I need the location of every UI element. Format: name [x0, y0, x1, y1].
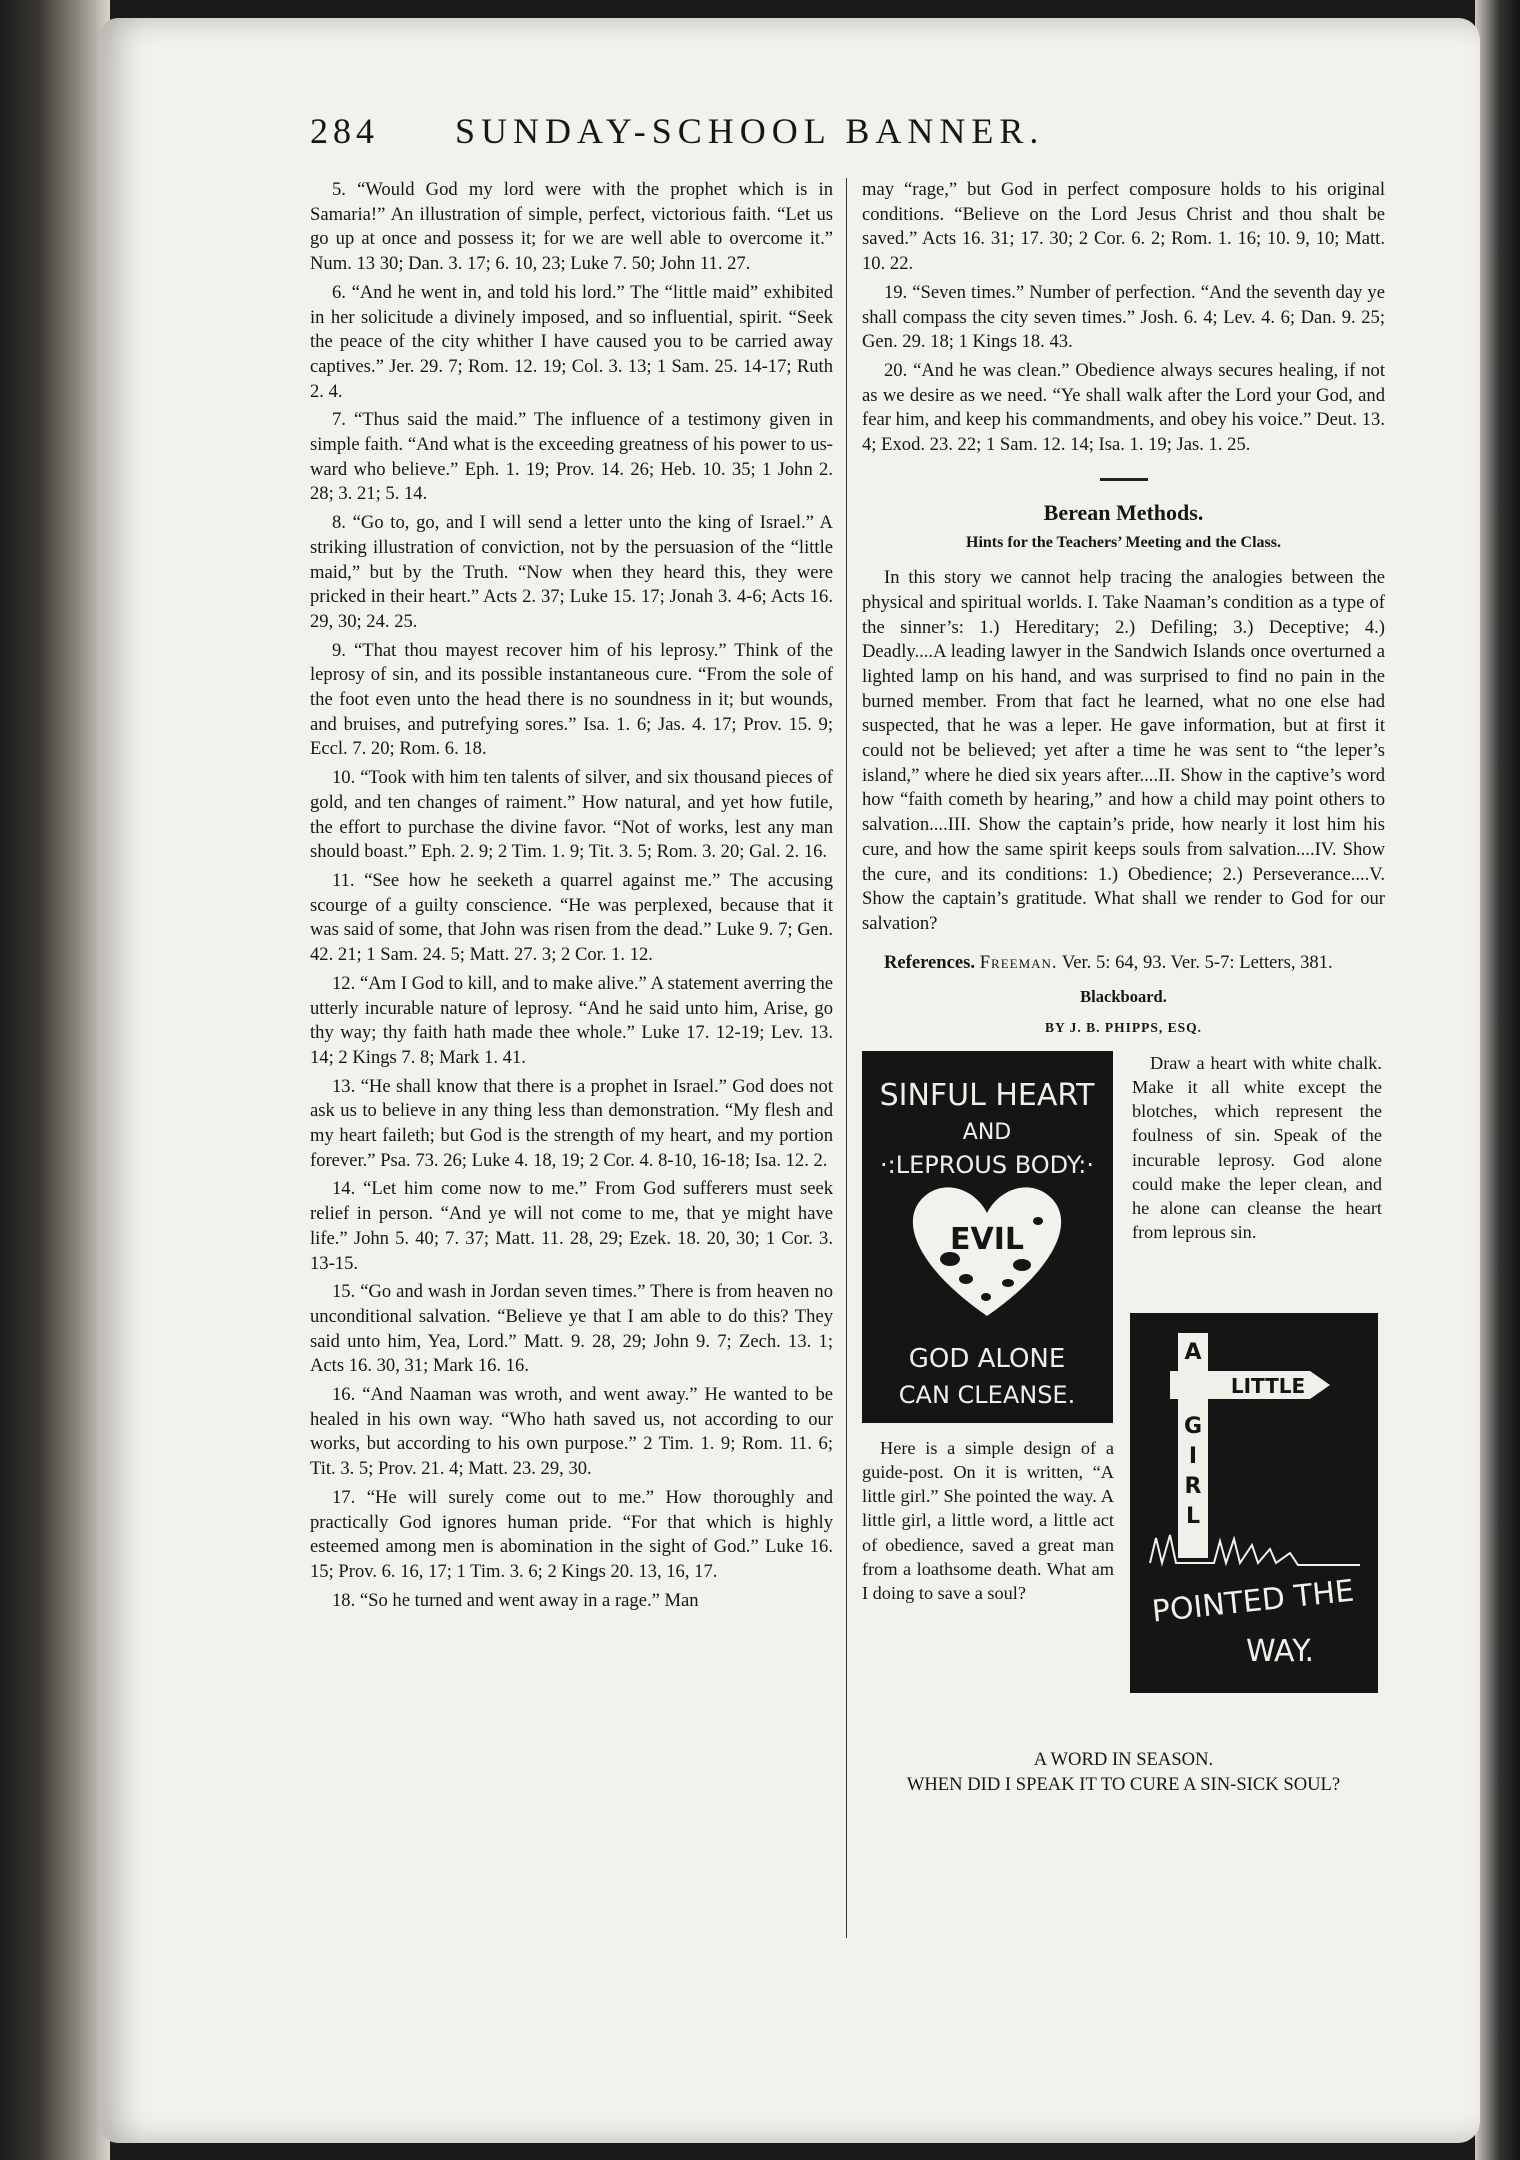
heart-illustration-svg [862, 1051, 1113, 1423]
left-paragraph-12: 12. “Am I God to kill, and to make alive.” A statement averring the utterly incurable nature of leprosy. “And he said unto him, Arise, go thy way; thy faith hath made thee whole.” Luke 17. 12-19; Lev. 13. 14; 2 Kings 7. 8; Mark 1. 41. [310, 972, 833, 1068]
illustration1-line1: SINFUL HEART [879, 1077, 1095, 1113]
left-paragraph-7: 7. “Thus said the maid.” The influence of a testimony given in simple faith. “And what is the exceeding greatness of his power to us-ward who believe.” Eph. 1. 19; Prov. 14. 26; Heb. 10. 35; 1 John 2. 28; 3. 21; 5. 14. [310, 409, 833, 505]
left-paragraph-5: 5. “Would God my lord were with the prophet which is in Samaria!” An illustration of simple, perfect, victorious faith. “Let us go up at once and possess it; for we are well able to overcome it.” Num. 13 30; Dan. 3. 17; 6. 10, 23; Luke 7. 50; John 11. 27. [310, 179, 833, 275]
right-column [862, 178, 1385, 1797]
references-line [862, 951, 1385, 976]
illustration1-line5: CAN CLEANSE. [898, 1380, 1076, 1409]
heart-illustration [862, 1051, 1113, 1423]
references-label: References. [884, 951, 976, 973]
closing-line1: A WORD IN SEASON. [1033, 1748, 1214, 1770]
left-paragraph-14: 14. “Let him come now to me.” From God sufferers must seek relief in person. “And ye will not come to me, that ye might have life.” John 5. 40; 7. 37; Matt. 11. 28, 29; Ezek. 18. 20, 30; 1 Cor. 3. 13-15. [310, 1178, 833, 1274]
sign-letter-r: R [1184, 1473, 1202, 1499]
right-paragraph-19: 19. “Seven times.” Number of perfection. “And the seventh day ye shall compass the city seven times.” Josh. 6. 4; Lev. 4. 6; Dan. 9. 25; Gen. 29. 18; 1 Kings 18. 43. [862, 281, 1385, 353]
section-subtitle: Hints for the Teachers’ Meeting and the Class. [966, 534, 1281, 552]
sign-letter-l: L [1185, 1503, 1201, 1529]
left-paragraph-9: 9. “That thou mayest recover him of his leprosy.” Think of the leprosy of sin, and its possible instantaneous cure. “From the sole of the foot even unto the head there is no soundness in it; but wounds, and bruises, and putrefying sores.” Isa. 1. 6; Jas. 4. 17; Prov. 15. 9; Eccl. 7. 20; Rom. 6. 18. [310, 639, 833, 760]
blackboard-byline: BY J. B. PHIPPS, ESQ. [1044, 1020, 1203, 1036]
left-paragraph-17: 17. “He will surely come out to me.” How thoroughly and practically God ignores human pride. “For that which is highly esteemed among men is abomination in the sight of God.” Luke 16. 15; Prov. 6. 16, 17; 1 Tim. 3. 6; 2 Kings 20. 13, 16, 17. [310, 1486, 833, 1582]
blackboard2-text: Here is a simple design of a guide-post. On it is written, “A little girl.” She pointed the way. A little girl, a little word, a little act of obedience, saved a great man from a loathsome death. What am I doing to save a soul? [862, 1437, 1114, 1604]
book-spine-edge [0, 0, 110, 2160]
sign-word-little: LITTLE [1230, 1373, 1306, 1398]
guidepost-illustration-svg [1130, 1313, 1378, 1693]
blackboard2-description [862, 1436, 1114, 1605]
section-title: Berean Methods. [1043, 499, 1204, 525]
sign-letter-a: A [1184, 1339, 1202, 1365]
left-paragraph-6: 6. “And he went in, and told his lord.” The “little maid” exhibited in her solicitude a divinely imposed, and so influential, spirit. “Seek the peace of the city whither I have caused you to be carried away captives.” Jer. 29. 7; Rom. 12. 19; Col. 3. 13; 1 Sam. 25. 14-17; Ruth 2. 4. [310, 281, 833, 402]
references-text: Ver. 5: 64, 93. Ver. 5-7: Letters, 381. [1061, 951, 1333, 973]
left-paragraph-18: 18. “So he turned and went away in a rage.” Man [332, 1589, 699, 1611]
right-paragraph-continued: may “rage,” but God in perfect composure holds to his original conditions. “Believe on the Lord Jesus Christ and thou shalt be saved.” Acts 16. 31; 17. 30; 2 Cor. 6. 2; Rom. 1. 16; 10. 9, 10; Matt. 10. 22. [862, 179, 1385, 275]
left-paragraph-15: 15. “Go and wash in Jordan seven times.” There is from heaven no unconditional salvation. “Believe ye that I am able to do this? They said unto him, Yea, Lord.” Matt. 9. 28, 29; John 9. 7; Zech. 13. 1; Acts 16. 30, 31; Mark 16. 16. [310, 1281, 833, 1377]
illustration1-line3: ·:LEPROUS BODY:· [879, 1150, 1095, 1179]
sign-letter-g: G [1183, 1413, 1203, 1439]
illustration2-line1: POINTED THE [1150, 1573, 1356, 1630]
heart-word: EVIL [950, 1221, 1024, 1257]
blackboard1-description [1132, 1051, 1382, 1245]
left-paragraph-13: 13. “He shall know that there is a prophet in Israel.” God does not ask us to believe in any thing less than demonstration. “My flesh and my heart faileth; but God is the strength of my heart, and my portion forever.” Psa. 73. 26; Luke 4. 18, 19; 2 Cor. 4. 8-10, 16-18; Isa. 12. 2. [310, 1075, 833, 1171]
left-paragraph-11: 11. “See how he seeketh a quarrel against me.” The accusing scourge of a guilty conscience. “He was perplexed, because that it was said of some, that John was risen from the dead.” Luke 9. 7; Gen. 42. 21; 1 Sam. 24. 5; Matt. 27. 3; 2 Cor. 1. 12. [310, 869, 833, 966]
illustration1-line4: GOD ALONE [908, 1343, 1066, 1374]
left-paragraph-8: 8. “Go to, go, and I will send a letter unto the king of Israel.” A striking illustration of conviction, not by the persuasion of the “little maid,” but by the Truth. “Now when they heard this, they were pricked in their heart.” Acts 2. 37; Luke 15. 17; Jonah 3. 4-6; Acts 16. 29, 30; 24. 25. [310, 512, 833, 632]
methods-paragraph: In this story we cannot help tracing the analogies between the physical and spiritual worlds. I. Take Naaman’s condition as a type of the sinner’s: 1.) Hereditary; 2.) Defiling; 3.) Deceptive; 4.) Deadly....A leading lawyer in the Sandwich Islands once overturned a lighted lamp on his hand, and was surprised to find no pain in the burned member. From that fact he learned, what no one else had suspected, that he was a leper. He gave information, but at first it could not be believed; yet after a time he was sent to “the leper’s island,” where he died six years after....II. Show in the captive’s word how “faith cometh by hearing,” and how a child may point others to salvation....III. Show the captain’s pride, how nearly it lost him his cure, and how the same spirit keeps souls from salvation....IV. Show the cure, and its conditions: 1.) Obedience; 2.) Perseverance....V. Show the captain’s gratitude. What shall we render to God for our salvation? [862, 567, 1385, 934]
left-column [310, 178, 833, 1617]
illustration2-line2: WAY. [1246, 1633, 1314, 1669]
closing-text [862, 1747, 1385, 1797]
blackboard-section [862, 1051, 1385, 1741]
blackboard-title: Blackboard. [1080, 987, 1167, 1007]
adjacent-page-edge [1475, 0, 1520, 2160]
guidepost-illustration [1130, 1313, 1378, 1693]
left-paragraph-10: 10. “Took with him ten talents of silver, and six thousand pieces of gold, and ten changes of raiment.” How natural, and yet how futile, the effort to purchase the divine favor. “Not of works, lest any man should boast.” Eph. 2. 9; 2 Tim. 1. 9; Tit. 3. 5; Rom. 3. 20; Gal. 2. 16. [310, 767, 833, 863]
blackboard1-text: Draw a heart with white chalk. Make it all white except the blotches, which represent the foulness of sin. Speak of the incurable leprosy. God alone could make the leper clean, and he alone can cleanse the heart from leprous sin. [1132, 1052, 1382, 1243]
closing-line2: WHEN DID I SPEAK IT TO CURE A SIN-SICK SOUL? [906, 1773, 1341, 1795]
column-divider [846, 178, 847, 1938]
right-paragraph-20: 20. “And he was clean.” Obedience always secures healing, if not as we desire as we need. “Ye shall walk after the Lord your God, and fear him, and keep his commandments, and obey his voice.” Deut. 13. 4; Exod. 23. 22; 1 Sam. 12. 14; Isa. 1. 19; Jas. 1. 25. [862, 359, 1385, 456]
sign-letter-i: I [1188, 1443, 1198, 1469]
page-number: 284 [310, 111, 379, 151]
references-author: Freeman. [979, 951, 1058, 973]
section-rule [1100, 478, 1148, 481]
left-paragraph-16: 16. “And Naaman was wroth, and went away.” He wanted to be healed in his own way. “Who hath saved us, not according to our works, but according to his own purpose.” 2 Tim. 1. 9; Rom. 11. 6; Tit. 3. 5; Prov. 21. 4; Matt. 23. 29, 30. [310, 1384, 833, 1480]
page-header [310, 110, 1140, 150]
illustration1-line2: AND [962, 1119, 1012, 1145]
running-title: SUNDAY-SCHOOL BANNER. [455, 111, 1045, 151]
